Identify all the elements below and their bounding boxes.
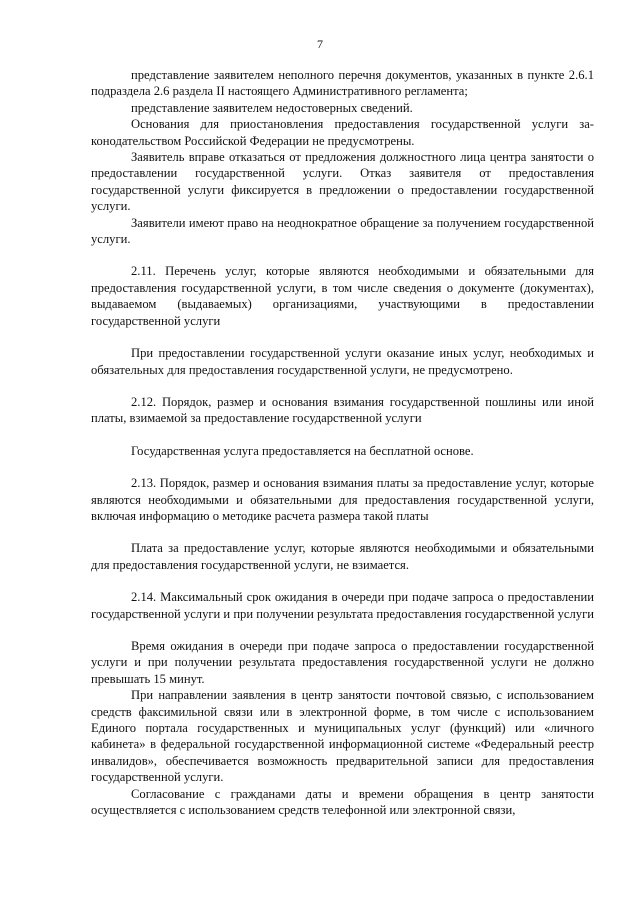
paragraph: Государственная услуга предоставляется на бесплатной основе. [131,443,474,458]
document-body [91,67,594,818]
paragraph: Заявители имеют право на неоднократное обращение за получением государственной услуги. [91,215,594,247]
section-heading-2-13: 2.13. Порядок, размер и основания взимания платы за предоставление услуг, которые являются необходимыми и обязательными для предоставления государственной услуги, включая информацию о методике расчета размера такой платы [91,476,594,523]
section-heading-2-11: 2.11. Перечень услуг, которые являются необходимыми и обязательными для предоставления государственной услуги, в том числе сведения о документе (документах), выдаваемом (выдаваемых) организациями, участвующими в предоставлении государственной услуги [91,264,594,328]
section-heading-2-12: 2.12. Порядок, размер и основания взимания государственной пошлины или иной платы, взимаемой за предоставление государственной услуги [91,394,594,426]
paragraph: Основания для приостановления предоставления государственной услуги законодательством Российской Федерации не предусмотрены. [91,117,594,148]
paragraph: представление заявителем неполного перечня документов, указанных в пункте 2.6.1 подраздела 2.6 раздела II настоящего Административного регламента; [91,68,594,99]
paragraph: Заявитель вправе отказаться от предложения должностного лица центра занятости о предоставлении государственной услуги. Отказ заявителя от предоставления государственной услуги фиксируется в предложении о предоставлении государственной услуги. [91,150,594,214]
paragraph: При направлении заявления в центр занятости почтовой связью, с использованием средств факсимильной связи или в электронной форме, в том числе с использованием Единого портала государственных и муниципальных услуг (функций) или «личного кабинета» в федеральной государственной информационной системе «Федеральный реестр инвалидов», обеспечивается возможность предварительной записи для предоставления государственной услуги. [91,688,594,785]
paragraph: Согласование с гражданами даты и времени обращения в центр занятости осуществляется с использованием средств телефонной или электронной связи, [91,786,594,818]
page-number: 7 [317,37,323,51]
paragraph: представление заявителем недостоверных сведений. [131,100,413,115]
paragraph: Плата за предоставление услуг, которые являются необходимыми и обязательными для предоставления государственной услуги, не взимается. [91,541,594,572]
paragraph: При предоставлении государственной услуги оказание иных услуг, необходимых и обязательных для предоставления государственной услуги, не предусмотрено. [91,346,594,377]
paragraph: Время ожидания в очереди при подаче запроса о предоставлении государственной услуги и при получении результата предоставления государственной услуги не должно превышать 15 минут. [91,638,594,686]
section-heading-2-14: 2.14. Максимальный срок ожидания в очереди при подаче запроса о предоставлении государственной услуги и при получении результата предоставления государственной услуги [91,590,595,621]
